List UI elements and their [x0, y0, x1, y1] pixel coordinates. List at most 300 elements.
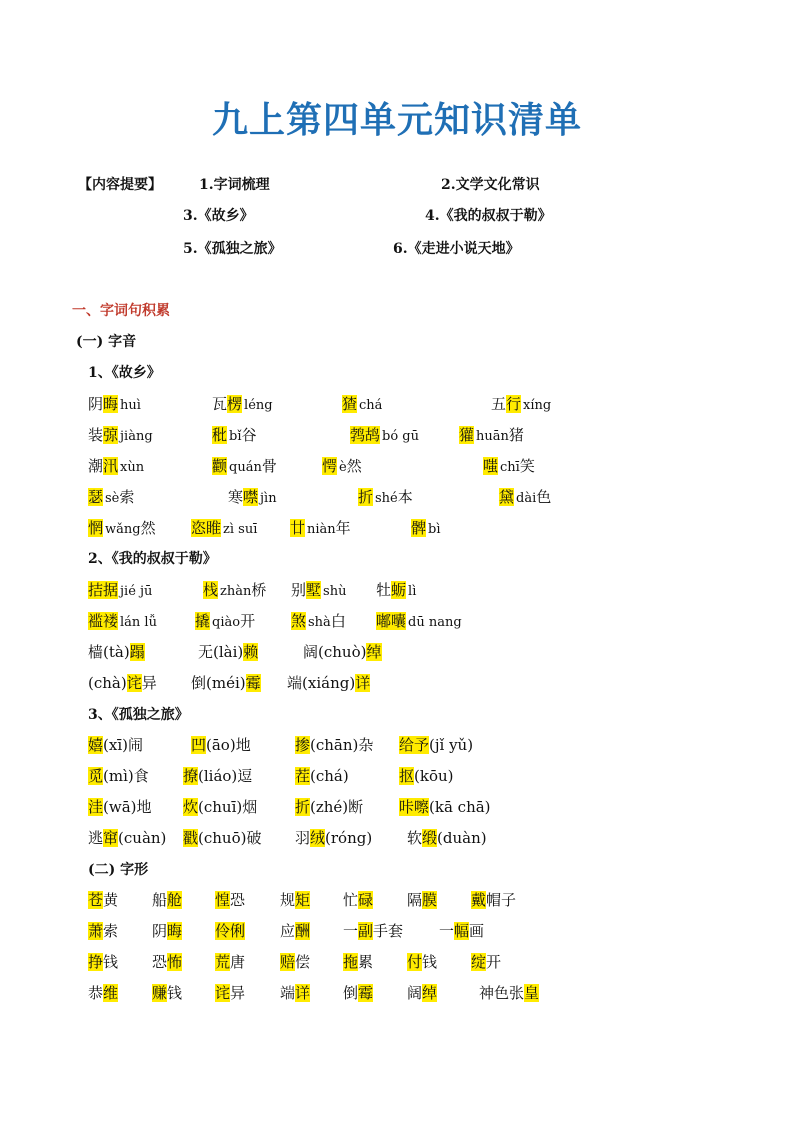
highlighted-char: 墅 [306, 581, 322, 599]
highlighted-char: 觅 [88, 767, 104, 785]
vocab-item [343, 919, 403, 943]
vocab-char: (mì) [103, 767, 134, 785]
vocab-char: 恐 [230, 891, 246, 909]
highlighted-char: 怖 [167, 953, 183, 971]
vocab-char: 倒 [343, 984, 359, 1002]
vocab-item [399, 795, 491, 819]
highlighted-char: 獾 [459, 426, 475, 444]
vocab-char: 断 [348, 798, 364, 816]
highlighted-char: 蹋 [129, 643, 145, 661]
highlighted-char: 洼 [88, 798, 104, 816]
pinyin: zhàn [220, 584, 252, 599]
vocab-char: 年 [335, 519, 351, 537]
vocab-char: 索 [119, 488, 135, 506]
vocab-char: 桥 [251, 581, 267, 599]
vocab-item [399, 764, 454, 788]
vocab-item [212, 392, 273, 418]
vocab-item [343, 888, 373, 912]
vocab-row [0, 609, 794, 633]
vocab-item [407, 981, 437, 1005]
vocab-row [0, 795, 794, 819]
vocab-char: (cuàn) [118, 829, 167, 847]
vocab-char: 阔 [407, 984, 423, 1002]
vocab-item [411, 516, 441, 542]
toc-item: 2.文学文化常识 [441, 177, 540, 193]
pinyin: shù [323, 584, 347, 599]
highlighted-char: 抠 [399, 767, 415, 785]
toc-item: 5.《孤独之旅》 [183, 241, 282, 257]
highlighted-char: 愕 [322, 457, 338, 475]
vocab-row [0, 950, 794, 974]
pinyin: shà [308, 615, 331, 630]
highlighted-char: 折 [295, 798, 311, 816]
vocab-char: 樯 [88, 643, 104, 661]
vocab-item [303, 640, 382, 664]
highlighted-char: 弶 [103, 426, 119, 444]
vocab-item [152, 919, 182, 943]
vocab-char: 画 [469, 922, 485, 940]
highlighted-char: 幅 [454, 922, 470, 940]
highlighted-char: 赚 [152, 984, 168, 1002]
vocab-char: 一 [439, 922, 455, 940]
vocab-char: 索 [103, 922, 119, 940]
vocab-item [295, 733, 373, 757]
vocab-char: (wā) [103, 798, 137, 816]
vocab-item [88, 795, 152, 819]
subsection-heading: (二) 字形 [88, 862, 149, 878]
pinyin: niàn [307, 522, 336, 537]
vocab-char: (méi) [206, 674, 246, 692]
highlighted-char: 戴 [471, 891, 487, 909]
vocab-char: 异 [230, 984, 246, 1002]
vocab-item [471, 950, 501, 974]
vocab-char: 帽子 [486, 891, 517, 909]
vocab-item [191, 671, 261, 695]
vocab-item [291, 578, 346, 604]
vocab-char: 神色张 [479, 984, 525, 1002]
vocab-char: 瓦 [212, 395, 228, 413]
vocab-char: 规 [280, 891, 296, 909]
highlighted-char: 霉 [245, 674, 261, 692]
toc-item: 6.《走进小说天地》 [393, 241, 520, 257]
vocab-item [215, 981, 245, 1005]
highlighted-char: 惶 [215, 891, 231, 909]
pinyin: jìn [260, 491, 277, 506]
vocab-item [342, 392, 382, 418]
vocab-item [280, 981, 310, 1005]
highlighted-char: 楞 [227, 395, 243, 413]
vocab-char: 手套 [373, 922, 404, 940]
vocab-item [88, 516, 156, 542]
highlighted-char: 掺 [295, 736, 311, 754]
vocab-char: 唐 [230, 953, 246, 971]
highlighted-char: 维 [103, 984, 119, 1002]
highlighted-char: 霉 [358, 984, 374, 1002]
pinyin: lì [408, 584, 417, 599]
vocab-item [280, 950, 310, 974]
highlighted-char: 黛 [499, 488, 515, 506]
vocab-item [191, 733, 251, 757]
vocab-item [212, 423, 257, 449]
vocab-item [183, 826, 262, 850]
vocab-char: 阴 [88, 395, 104, 413]
page-title: 九上第四单元知识清单 [211, 100, 582, 141]
vocab-item [407, 888, 437, 912]
highlighted-char: 褴褛 [88, 612, 119, 630]
highlighted-char: 矩 [295, 891, 311, 909]
vocab-char: 杂 [358, 736, 374, 754]
vocab-row [0, 919, 794, 943]
highlighted-char: 嬉 [88, 736, 104, 754]
highlighted-char: 凹 [191, 736, 207, 754]
vocab-item [152, 950, 182, 974]
vocab-char: (róng) [325, 829, 373, 847]
pinyin: quán [229, 460, 262, 475]
highlighted-char: 行 [506, 395, 522, 413]
vocab-char: 阔 [303, 643, 319, 661]
vocab-char: 端 [280, 984, 296, 1002]
vocab-item [88, 485, 134, 511]
highlighted-char: 瑟 [88, 488, 104, 506]
vocab-item [88, 423, 153, 449]
highlighted-char: 猹 [342, 395, 358, 413]
highlighted-char: 缎 [422, 829, 438, 847]
pinyin: sè [105, 491, 120, 506]
vocab-item [280, 888, 310, 912]
pinyin: xùn [120, 460, 145, 475]
highlighted-char: 折 [358, 488, 374, 506]
vocab-item [88, 392, 141, 418]
pinyin: qiào [212, 615, 241, 630]
vocab-char: (liáo) [198, 767, 238, 785]
highlighted-char: 恣睢 [191, 519, 222, 537]
vocab-item [471, 888, 516, 912]
pinyin: chī [500, 460, 520, 475]
vocab-item [88, 640, 145, 664]
highlighted-char: 荒 [215, 953, 231, 971]
highlighted-char: 伶俐 [215, 922, 246, 940]
vocab-item [322, 454, 362, 480]
vocab-item [499, 485, 551, 511]
vocab-char: 阴 [152, 922, 168, 940]
vocab-char: 一 [343, 922, 359, 940]
vocab-item [195, 609, 255, 635]
toc-item: 4.《我的叔叔于勒》 [425, 208, 552, 224]
vocab-row [0, 485, 794, 509]
vocab-char: 烟 [242, 798, 258, 816]
vocab-char: 恐 [152, 953, 168, 971]
vocab-char: 开 [486, 953, 502, 971]
highlighted-char: 拖 [343, 953, 359, 971]
vocab-char: (tà) [103, 643, 130, 661]
vocab-item [407, 950, 437, 974]
vocab-char: 船 [152, 891, 168, 909]
vocab-item [88, 578, 152, 604]
highlighted-char: 详 [355, 674, 371, 692]
vocab-char: 五 [491, 395, 507, 413]
highlighted-char: 噤 [243, 488, 259, 506]
vocab-item [287, 671, 370, 695]
lesson-heading: 3、《孤独之旅》 [88, 707, 189, 723]
highlighted-char: 惘 [88, 519, 104, 537]
section-heading: 一、字词句积累 [72, 303, 170, 319]
vocab-char: 软 [407, 829, 423, 847]
vocab-char: 别 [291, 581, 307, 599]
vocab-item [191, 516, 257, 542]
pinyin: bó gū [382, 429, 419, 444]
vocab-char: 猪 [508, 426, 524, 444]
highlighted-char: 戳 [183, 829, 199, 847]
vocab-char: 隔 [407, 891, 423, 909]
highlighted-char: 酬 [295, 922, 311, 940]
vocab-item [198, 640, 258, 664]
vocab-item [228, 485, 277, 511]
vocab-item [88, 671, 157, 695]
highlighted-char: 蛎 [391, 581, 407, 599]
vocab-char: 钱 [103, 953, 119, 971]
vocab-char: 然 [346, 457, 362, 475]
vocab-item [212, 454, 277, 480]
highlighted-char: 诧 [215, 984, 231, 1002]
vocab-char: 地 [235, 736, 251, 754]
vocab-char: 偿 [295, 953, 311, 971]
vocab-char: (chá) [310, 767, 349, 785]
vocab-row [0, 826, 794, 850]
vocab-item [215, 888, 245, 912]
vocab-row [0, 981, 794, 1005]
lesson-heading: 1、《故乡》 [88, 365, 161, 381]
vocab-char: (lài) [213, 643, 244, 661]
vocab-item [350, 423, 419, 449]
pinyin: zì suī [223, 522, 258, 537]
vocab-char: 开 [240, 612, 256, 630]
vocab-item [483, 454, 535, 480]
vocab-char: 逃 [88, 829, 104, 847]
vocab-item [459, 423, 524, 449]
pinyin: dài [516, 491, 537, 506]
vocab-char: 潮 [88, 457, 104, 475]
vocab-item [479, 981, 539, 1005]
lesson-heading: 2、《我的叔叔于勒》 [88, 551, 217, 567]
vocab-char: 本 [397, 488, 413, 506]
vocab-char: 钱 [167, 984, 183, 1002]
highlighted-char: 苍 [88, 891, 104, 909]
vocab-row [0, 423, 794, 447]
vocab-row [0, 640, 794, 664]
vocab-char: 无 [198, 643, 214, 661]
vocab-item [407, 826, 487, 850]
vocab-char: 黄 [103, 891, 119, 909]
pinyin: jié jū [120, 584, 153, 599]
pinyin: huì [120, 398, 141, 413]
vocab-item [183, 795, 257, 819]
vocab-item [215, 950, 245, 974]
vocab-char: 食 [133, 767, 149, 785]
highlighted-char: 绒 [310, 829, 326, 847]
vocab-char: 白 [330, 612, 346, 630]
highlighted-char: 撩 [183, 767, 199, 785]
vocab-row [0, 578, 794, 602]
highlighted-char: 晦 [103, 395, 119, 413]
vocab-char: 累 [358, 953, 374, 971]
highlighted-char: 碌 [358, 891, 374, 909]
vocab-item [295, 764, 349, 788]
vocab-char: 笑 [519, 457, 535, 475]
vocab-char: 牡 [376, 581, 392, 599]
pinyin: jiàng [120, 429, 153, 444]
vocab-char: (duàn) [437, 829, 487, 847]
vocab-char: (zhé) [310, 798, 349, 816]
vocab-char: (āo) [206, 736, 236, 754]
vocab-char: 骨 [261, 457, 277, 475]
vocab-row [0, 733, 794, 757]
vocab-char: 地 [136, 798, 152, 816]
vocab-char: (chà) [88, 674, 127, 692]
vocab-row [0, 516, 794, 540]
highlighted-char: 鹁鸪 [350, 426, 381, 444]
highlighted-char: 煞 [291, 612, 307, 630]
pinyin: lán lǚ [120, 615, 157, 630]
vocab-item [291, 609, 346, 635]
vocab-item [88, 888, 118, 912]
vocab-char: (kā chā) [429, 798, 491, 816]
vocab-item [152, 981, 182, 1005]
subsection-heading: (一) 字音 [76, 334, 137, 350]
highlighted-char: 绰 [366, 643, 382, 661]
highlighted-char: 赖 [243, 643, 259, 661]
vocab-item [215, 919, 245, 943]
highlighted-char: 炊 [183, 798, 199, 816]
vocab-item [295, 795, 363, 819]
vocab-char: 恭 [88, 984, 104, 1002]
vocab-char: (chuō) [198, 829, 247, 847]
vocab-char: 色 [536, 488, 552, 506]
vocab-item [88, 950, 118, 974]
highlighted-char: 膜 [422, 891, 438, 909]
pinyin: bǐ [229, 429, 242, 444]
vocab-char: 寒 [228, 488, 244, 506]
vocab-char: (chān) [310, 736, 359, 754]
vocab-char: 异 [141, 674, 157, 692]
highlighted-char: 挣 [88, 953, 104, 971]
highlighted-char: 舱 [167, 891, 183, 909]
toc-item: 3.《故乡》 [183, 208, 254, 224]
pinyin: xíng [523, 398, 552, 413]
highlighted-char: 嘟囔 [376, 612, 407, 630]
vocab-item [376, 609, 462, 635]
highlighted-char: 撬 [195, 612, 211, 630]
vocab-item [290, 516, 351, 542]
vocab-char: 装 [88, 426, 104, 444]
vocab-item [343, 950, 373, 974]
highlighted-char: 拮据 [88, 581, 119, 599]
vocab-char: 闹 [127, 736, 143, 754]
highlighted-char: 颧 [212, 457, 228, 475]
highlighted-char: 栈 [203, 581, 219, 599]
vocab-char: 端 [287, 674, 303, 692]
vocab-row [0, 888, 794, 912]
highlighted-char: 汛 [103, 457, 119, 475]
vocab-item [491, 392, 551, 418]
vocab-item [88, 454, 144, 480]
vocab-char: (chuī) [198, 798, 243, 816]
highlighted-char: 给予 [399, 736, 430, 754]
vocab-item [88, 733, 143, 757]
vocab-char: 破 [246, 829, 262, 847]
highlighted-char: 秕 [212, 426, 228, 444]
vocab-item [88, 826, 166, 850]
vocab-char: 倒 [191, 674, 207, 692]
toc-label: 【内容提要】 [78, 177, 162, 193]
pinyin: chá [359, 398, 383, 413]
vocab-row [0, 392, 794, 416]
vocab-row [0, 764, 794, 788]
pinyin: è [339, 460, 347, 475]
vocab-char: (xiáng) [302, 674, 356, 692]
vocab-char: 谷 [241, 426, 257, 444]
vocab-item [88, 764, 149, 788]
vocab-char: 钱 [422, 953, 438, 971]
pinyin: bì [428, 522, 441, 537]
pinyin: huān [476, 429, 509, 444]
vocab-char: 羽 [295, 829, 311, 847]
highlighted-char: 诧 [126, 674, 142, 692]
vocab-char: (chuò) [318, 643, 367, 661]
pinyin: léng [244, 398, 273, 413]
highlighted-char: 髀 [411, 519, 427, 537]
vocab-char: (jǐ yǔ) [429, 736, 474, 754]
pinyin: shé [375, 491, 398, 506]
highlighted-char: 绽 [471, 953, 487, 971]
highlighted-char: 窜 [103, 829, 119, 847]
highlighted-char: 晦 [167, 922, 183, 940]
vocab-item [88, 981, 118, 1005]
vocab-item [203, 578, 266, 604]
highlighted-char: 详 [295, 984, 311, 1002]
vocab-item [439, 919, 484, 943]
toc-item: 1.字词梳理 [199, 177, 270, 193]
highlighted-char: 咔嚓 [399, 798, 430, 816]
vocab-char: 然 [140, 519, 156, 537]
pinyin: wǎng [105, 522, 141, 537]
highlighted-char: 萧 [88, 922, 104, 940]
vocab-row [0, 454, 794, 478]
vocab-char: (kōu) [414, 767, 454, 785]
vocab-item [376, 578, 416, 604]
highlighted-char: 绰 [422, 984, 438, 1002]
highlighted-char: 付 [407, 953, 423, 971]
highlighted-char: 皇 [524, 984, 540, 1002]
vocab-item [399, 733, 473, 757]
vocab-item [280, 919, 310, 943]
vocab-char: (xī) [103, 736, 128, 754]
highlighted-char: 茬 [295, 767, 311, 785]
vocab-item [343, 981, 373, 1005]
highlighted-char: 嗤 [483, 457, 499, 475]
vocab-item [183, 764, 252, 788]
highlighted-char: 廿 [290, 519, 306, 537]
vocab-row [0, 671, 794, 695]
vocab-char: 忙 [343, 891, 359, 909]
vocab-char: 应 [280, 922, 296, 940]
vocab-item [88, 609, 157, 635]
highlighted-char: 副 [358, 922, 374, 940]
vocab-item [152, 888, 182, 912]
vocab-char: 逗 [237, 767, 253, 785]
vocab-item [88, 919, 118, 943]
highlighted-char: 赔 [280, 953, 296, 971]
vocab-item [295, 826, 372, 850]
